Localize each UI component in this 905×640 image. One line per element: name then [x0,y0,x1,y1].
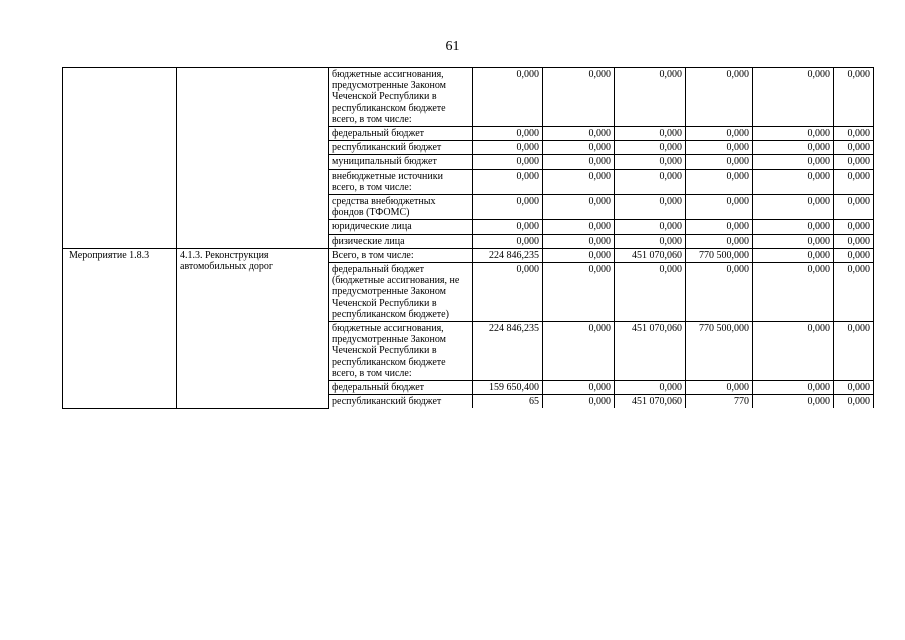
funding-source-cell: физические лица [329,234,473,248]
funding-source-cell: республиканский бюджет [329,395,473,409]
value-cell: 0,000 [686,127,753,141]
value-cell: 0,000 [473,220,543,234]
funding-source-cell: республиканский бюджет [329,141,473,155]
value-cell: 0,000 [543,234,615,248]
value-cell: 0,000 [543,68,615,127]
value-cell: 0,000 [686,234,753,248]
value-cell: 0,000 [615,169,686,194]
value-cell: 0,000 [834,155,874,169]
measure-name-cell: 4.1.3. Реконструкция автомобильных дорог [177,248,329,408]
value-cell: 0,000 [834,395,874,409]
value-cell: 0,000 [543,141,615,155]
budget-table [62,67,874,409]
funding-source-cell: федеральный бюджет [329,381,473,395]
value-cell: 0,000 [543,395,615,409]
value-cell: 0,000 [753,263,834,322]
value-cell: 0,000 [543,322,615,381]
value-cell: 770 500,000 [686,248,753,262]
value-cell: 0,000 [686,381,753,395]
value-cell: 0,000 [473,169,543,194]
value-cell: 0,000 [615,155,686,169]
value-cell: 0,000 [473,141,543,155]
value-cell: 0,000 [753,322,834,381]
value-cell: 0,000 [473,263,543,322]
measure-code-cell: Мероприятие 1.8.3 [63,248,177,408]
value-cell: 0,000 [753,68,834,127]
value-cell: 0,000 [615,141,686,155]
value-cell: 0,000 [473,195,543,220]
funding-source-cell: внебюджетные источники всего, в том числе: [329,169,473,194]
measure-name-cell [177,68,329,249]
value-cell: 0,000 [543,381,615,395]
value-cell: 451 070,060 [615,248,686,262]
value-cell: 0,000 [834,68,874,127]
value-cell: 0,000 [834,169,874,194]
value-cell: 0,000 [834,195,874,220]
funding-source-cell: бюджетные ассигнования, предусмотренные Законом Чеченской Республики в республиканском бюджете всего, в том числе: [329,322,473,381]
value-cell: 0,000 [473,234,543,248]
funding-source-cell: Всего, в том числе: [329,248,473,262]
value-cell: 0,000 [686,68,753,127]
value-cell: 0,000 [543,127,615,141]
value-cell: 0,000 [615,234,686,248]
value-cell: 0,000 [753,141,834,155]
funding-source-cell: средства внебюджетных фондов (ТФОМС) [329,195,473,220]
value-cell: 0,000 [834,141,874,155]
value-cell: 0,000 [834,127,874,141]
value-cell: 0,000 [686,169,753,194]
value-cell: 0,000 [615,68,686,127]
value-cell: 159 650,400 [473,381,543,395]
value-cell: 451 070,060 [615,322,686,381]
value-cell: 0,000 [753,155,834,169]
measure-code-cell [63,68,177,249]
value-cell: 0,000 [753,127,834,141]
value-cell: 0,000 [753,195,834,220]
value-cell: 0,000 [615,127,686,141]
value-cell: 224 846,235 [473,322,543,381]
value-cell: 770 500,000 [686,322,753,381]
value-cell: 0,000 [686,263,753,322]
value-cell: 224 846,235 [473,248,543,262]
value-cell: 0,000 [473,155,543,169]
value-cell: 0,000 [686,220,753,234]
value-cell: 0,000 [686,141,753,155]
value-cell: 0,000 [834,322,874,381]
value-cell: 770 [686,395,753,409]
value-cell: 0,000 [543,263,615,322]
value-cell: 0,000 [543,169,615,194]
table-row [63,248,874,262]
value-cell: 0,000 [834,234,874,248]
value-cell: 0,000 [543,220,615,234]
value-cell: 0,000 [753,248,834,262]
value-cell: 0,000 [615,220,686,234]
funding-source-cell: федеральный бюджет [329,127,473,141]
table-row [63,68,874,127]
funding-source-cell: юридические лица [329,220,473,234]
value-cell: 0,000 [615,195,686,220]
value-cell: 0,000 [834,263,874,322]
funding-source-cell: федеральный бюджет (бюджетные ассигнования, не предусмотренные Законом Чеченской Республики в республиканском бюджете) [329,263,473,322]
page-number: 61 [445,39,460,54]
value-cell: 0,000 [753,220,834,234]
value-cell: 65 [473,395,543,409]
value-cell: 0,000 [753,395,834,409]
value-cell: 0,000 [543,248,615,262]
value-cell: 0,000 [473,127,543,141]
value-cell: 0,000 [834,381,874,395]
value-cell: 0,000 [834,248,874,262]
value-cell: 0,000 [543,195,615,220]
value-cell: 451 070,060 [615,395,686,409]
value-cell: 0,000 [834,220,874,234]
funding-source-cell: бюджетные ассигнования, предусмотренные Законом Чеченской Республики в республиканском бюджете всего, в том числе: [329,68,473,127]
value-cell: 0,000 [753,169,834,194]
value-cell: 0,000 [473,68,543,127]
value-cell: 0,000 [615,263,686,322]
value-cell: 0,000 [686,155,753,169]
value-cell: 0,000 [615,381,686,395]
value-cell: 0,000 [686,195,753,220]
budget-table-body [63,68,874,409]
value-cell: 0,000 [753,381,834,395]
funding-source-cell: муниципальный бюджет [329,155,473,169]
value-cell: 0,000 [543,155,615,169]
value-cell: 0,000 [753,234,834,248]
